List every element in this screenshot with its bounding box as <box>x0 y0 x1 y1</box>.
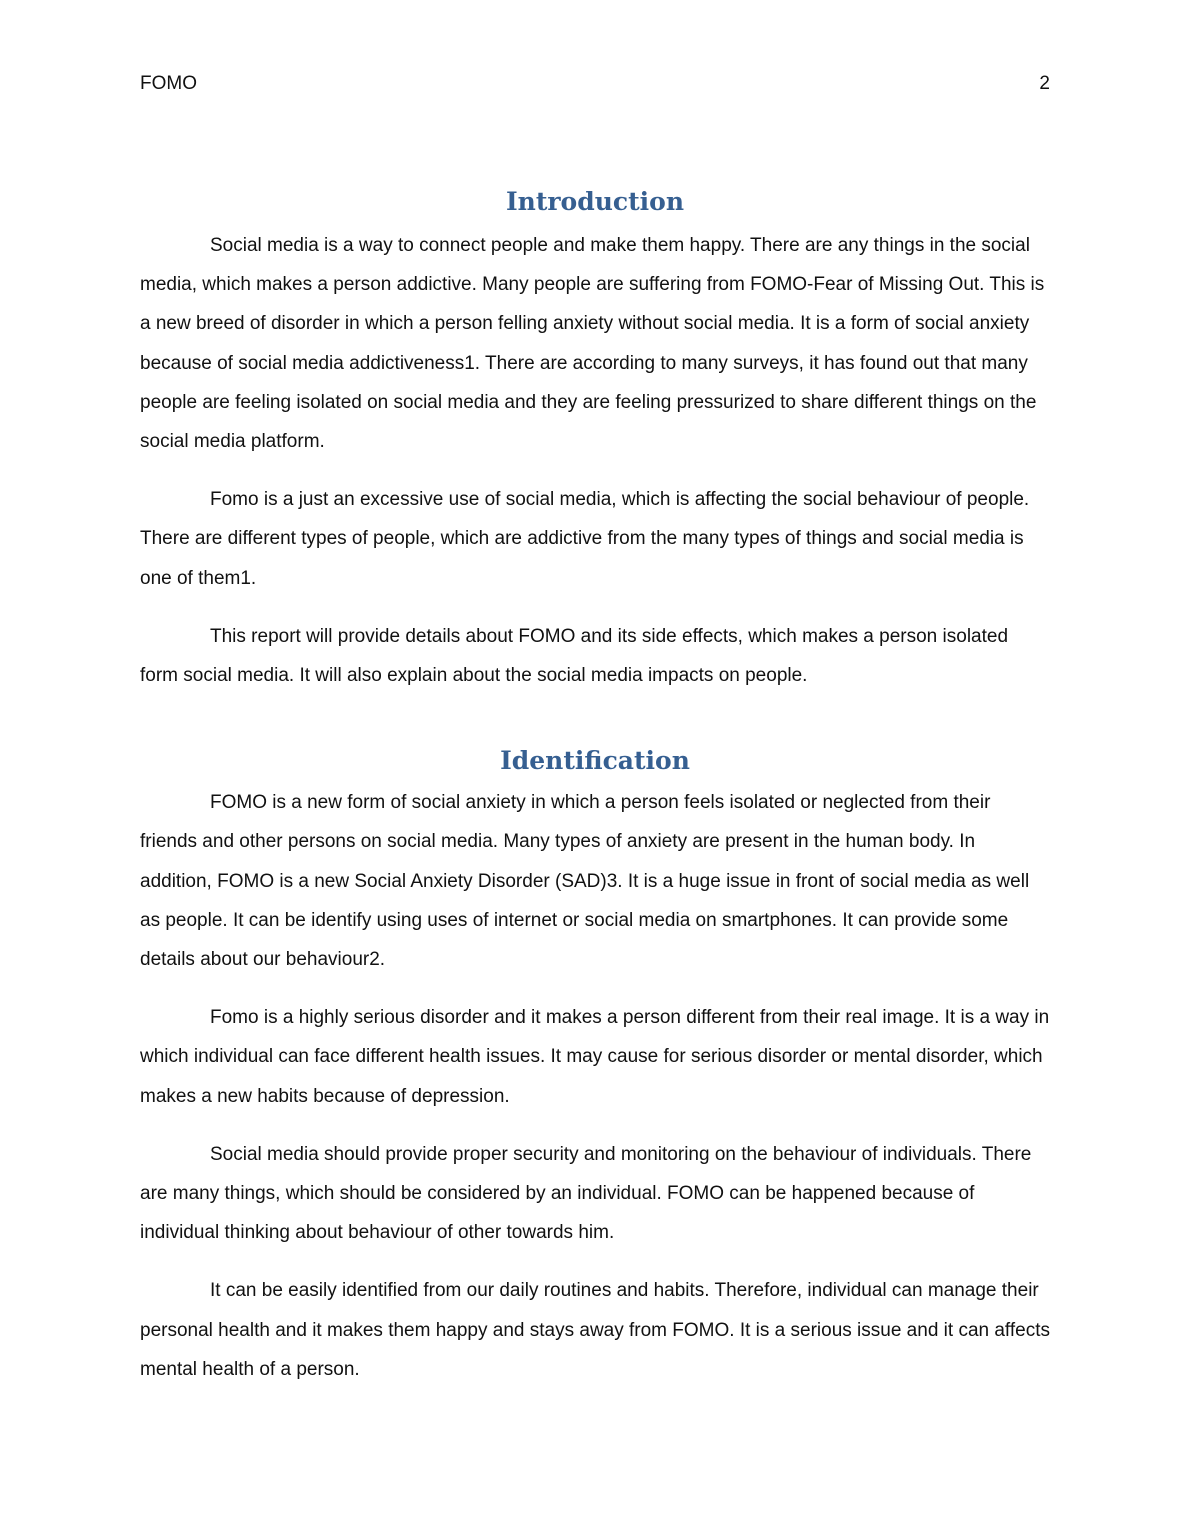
running-header-title: FOMO <box>140 73 197 94</box>
intro-paragraph-3: This report will provide details about FOMO and its side effects, which makes a person isolated form social media. It will also explain about the social media impacts on people. <box>140 625 1009 687</box>
identification-paragraph-3: Social media should provide proper security and monitoring on the behaviour of individuals. There are many things, which should be considered by an individual. FOMO can be happened because of individual thinking about behaviour of other towards him. <box>140 1143 1032 1244</box>
heading-identification: Identification <box>500 746 690 776</box>
document-body <box>140 184 1050 1408</box>
intro-paragraph-1: Social media is a way to connect people and make them happy. There are any things in the social media, which makes a person addictive. Many people are suffering from FOMO-Fear of Missing Out. This is a new breed of disorder in which a person felling anxiety without social media. It is a form of social anxiety because of social media addictiveness1. There are according to many surveys, it has found out that many people are feeling isolated on social media and they are feeling pressurized to share different things on the social media platform. <box>140 235 1045 453</box>
identification-paragraph-1: FOMO is a new form of social anxiety in which a person feels isolated or neglected from their friends and other persons on social media. Many types of anxiety are present in the human body. In addition, FOMO is a new Social Anxiety Disorder (SAD)3. It is a huge issue in front of social media as well as people. It can be identify using uses of internet or social media on smartphones. It can provide some details about our behaviour2. <box>140 792 1030 971</box>
page-number: 2 <box>1039 73 1050 94</box>
identification-paragraph-4: It can be easily identified from our daily routines and habits. Therefore, individual can manage their personal health and it makes them happy and stays away from FOMO. It is a serious issue and it can affects mental health of a person. <box>140 1280 1050 1380</box>
identification-paragraph-2: Fomo is a highly serious disorder and it makes a person different from their real image. It is a way in which individual can face different health issues. It may cause for serious disorder or mental disorder, which makes a new habits because of depression. <box>140 1007 1050 1107</box>
intro-paragraph-2: Fomo is a just an excessive use of social media, which is affecting the social behaviour of people. There are different types of people, which are addictive from the many types of things and social media is one of them1. <box>140 489 1030 589</box>
heading-introduction: Introduction <box>505 187 685 216</box>
